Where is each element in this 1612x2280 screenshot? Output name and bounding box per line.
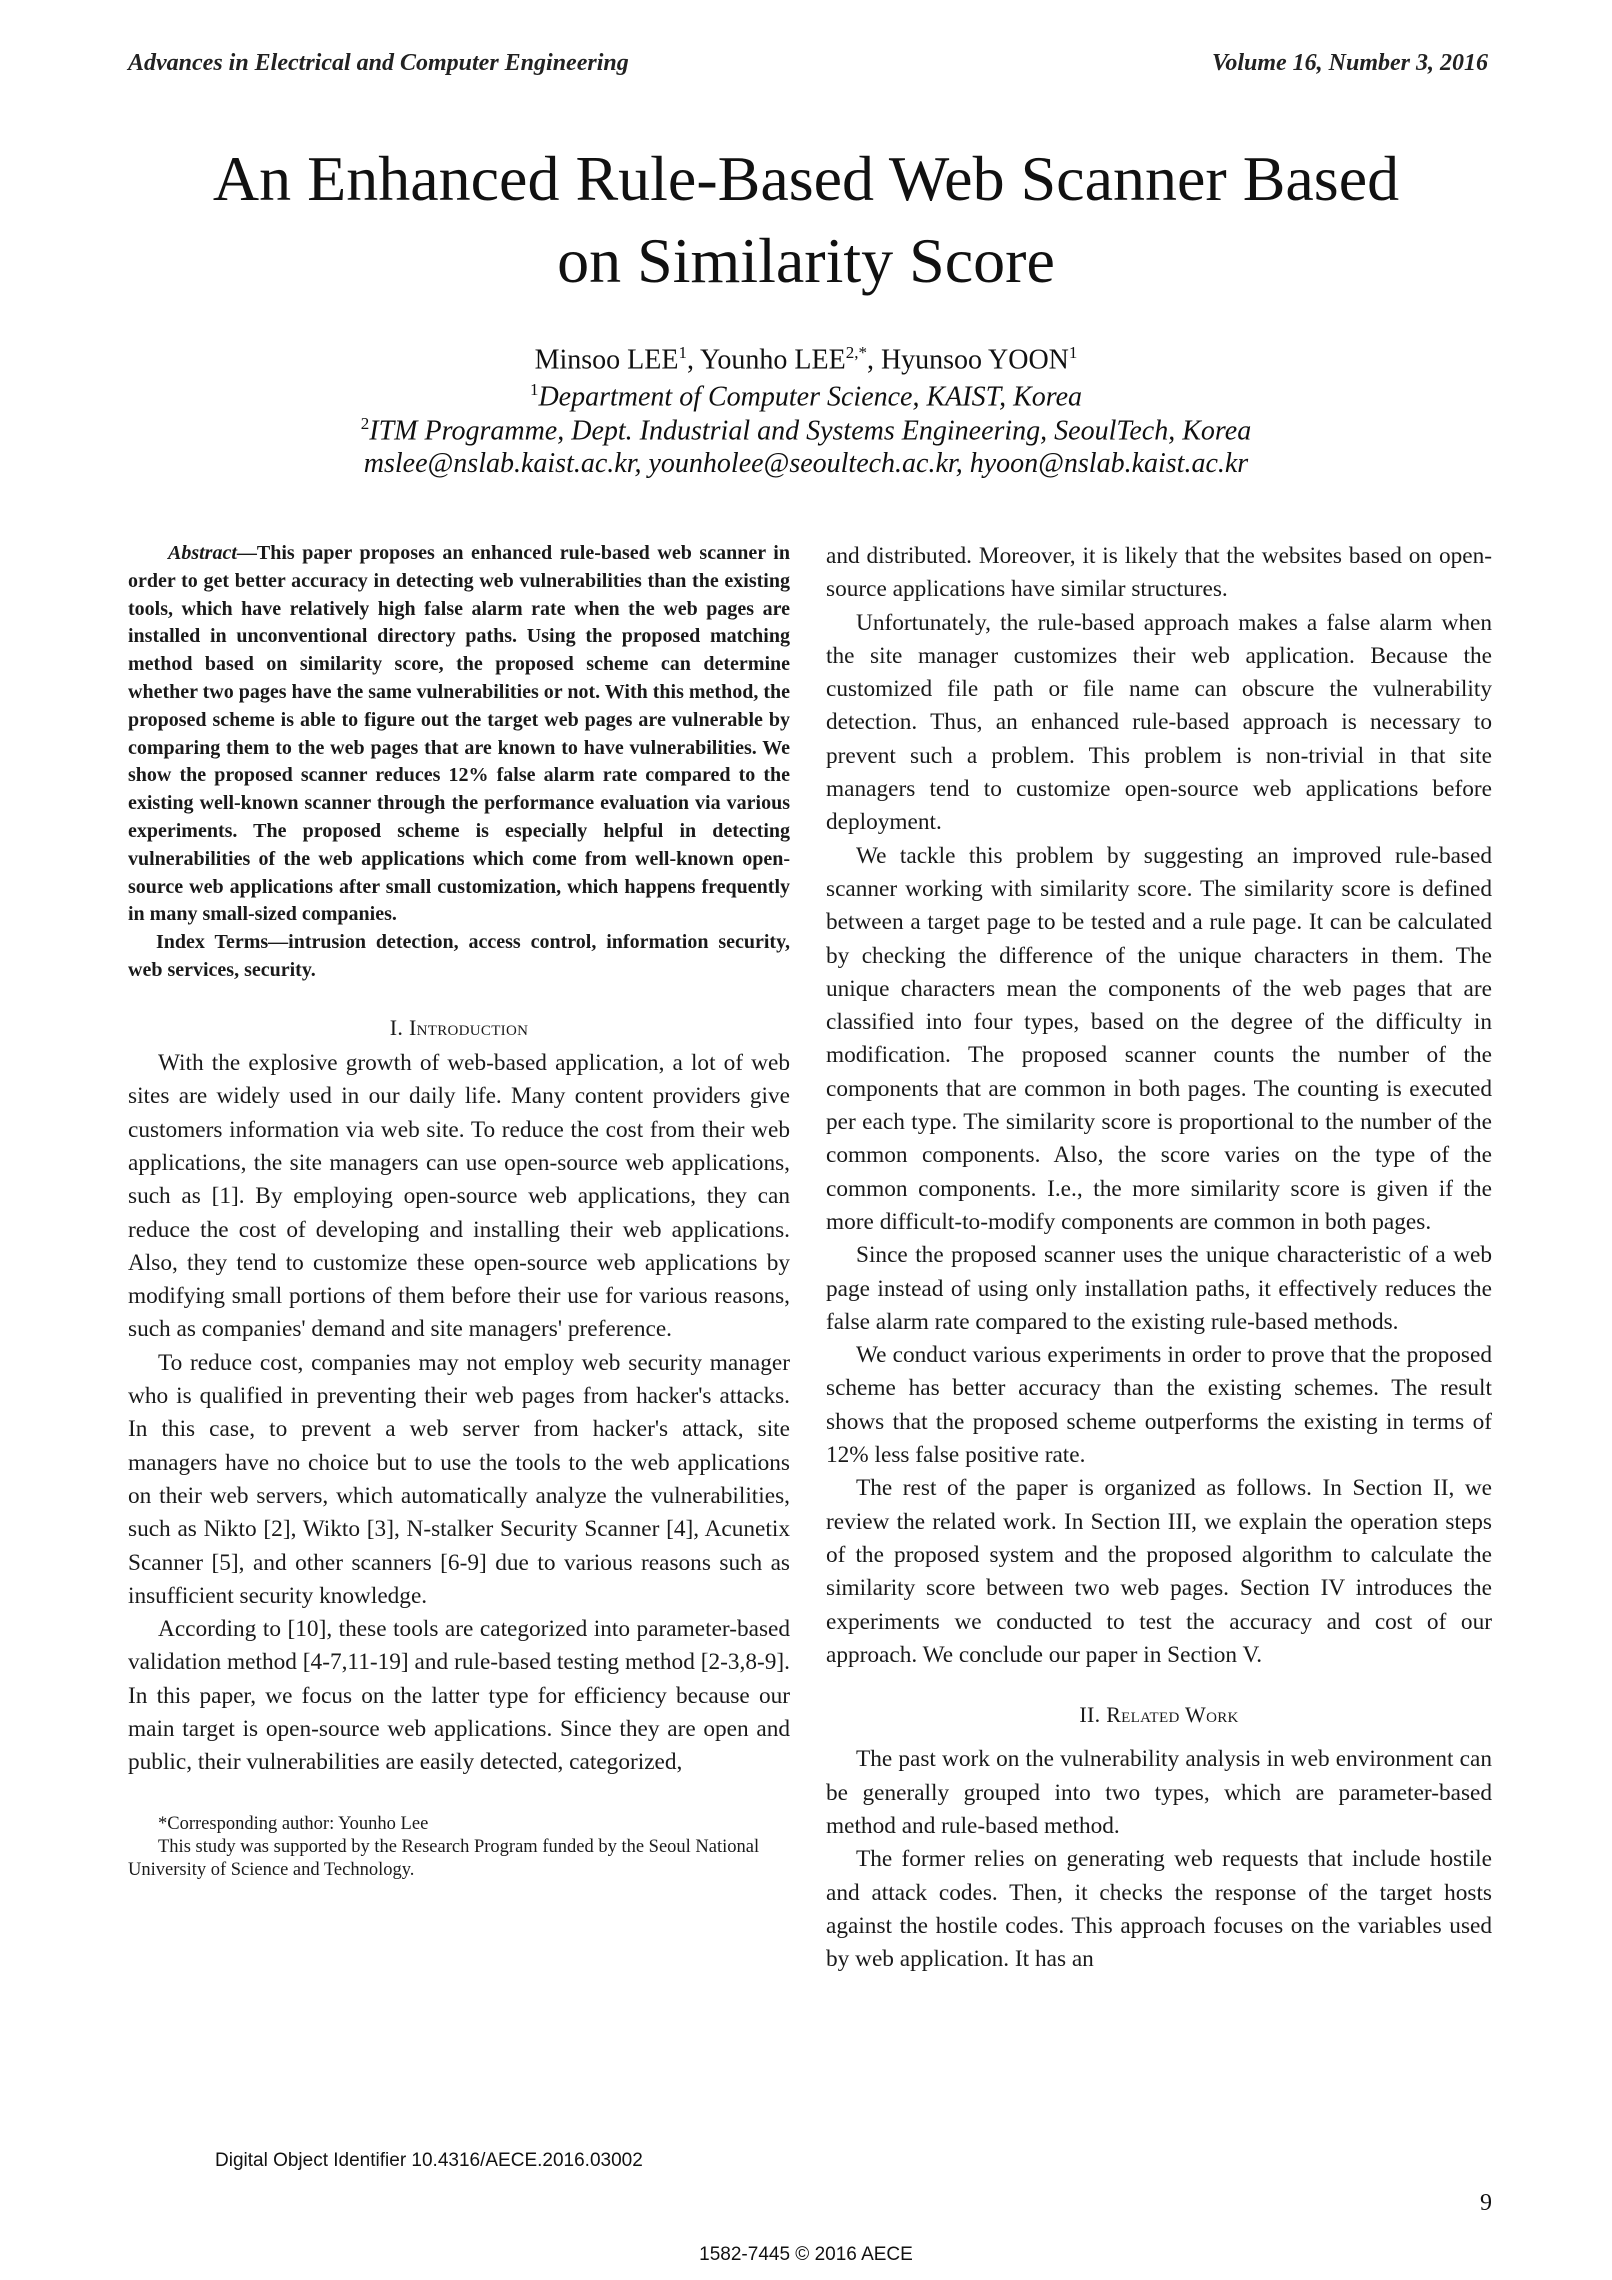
section-title: Introduction [408, 1014, 529, 1040]
doi: Digital Object Identifier 10.4316/AECE.2016.03002 [215, 2150, 643, 2171]
body-paragraph: Since the proposed scanner uses the unique characteristic of a web page instead of using only installation paths, it effectively reduces the false alarm rate compared to the existing rule-based methods. [826, 1242, 1492, 1335]
volume-info: Volume 16, Number 3, 2016 [1211, 50, 1488, 76]
affiliation-1 [0, 380, 1612, 413]
left-column [128, 540, 790, 1882]
author-emails: mslee@nslab.kaist.ac.kr, younholee@seoultech.ac.kr, hyoon@nslab.kaist.ac.kr [363, 448, 1249, 479]
body-paragraph: We conduct various experiments in order to prove that the proposed scheme has better accuracy than the existing schemes. The result shows that the proposed scheme outperforms the existing in terms of 12% less false positive rate. [826, 1342, 1492, 1469]
abstract-text: —This paper proposes an enhanced rule-based web scanner in order to get better accuracy in detecting web vulnerabilities than the existing tools, which have relatively high false alarm rate when the web pages are installed in unconventional directory paths. Using the proposed matching method based on similarity score, the proposed scheme can determine whether two pages have the same vulnerabilities or not. With this method, the proposed scheme is able to figure out the target web pages are vulnerable by comparing them to the web pages that are known to have vulnerabilities. We show the proposed scanner reduces 12% false alarm rate compared to the existing well-known scanner through the performance evaluation via various experiments. The proposed scheme is especially helpful in detecting vulnerabilities of the web applications which come from well-known open-source web applications after small customization, which happens frequently in many small-sized companies. [128, 542, 790, 926]
section-title: Related Work [1106, 1702, 1239, 1728]
section-number: II. [1079, 1702, 1107, 1728]
author-list [0, 343, 1612, 376]
affiliation-2 [0, 414, 1612, 447]
footnote-funding: This study was supported by the Research Program funded by the Seoul National University of Science and Technology. [128, 1836, 760, 1880]
page-number: 9 [1480, 2190, 1492, 2216]
author-1-sup: 1 [678, 343, 687, 362]
author-1: Minsoo LEE [534, 344, 679, 376]
issn-copyright: 1582-7445 © 2016 AECE [699, 2244, 913, 2265]
abstract-label: Abstract [168, 542, 237, 564]
affiliation-2-sup: 2 [360, 414, 370, 433]
affiliation-1-sup: 1 [529, 380, 539, 399]
body-paragraph: With the explosive growth of web-based application, a lot of web sites are widely used in our daily life. Many content providers give customers information via web site. To reduce the cost from their web applications, the site managers can use open-source web applications, such as [1]. By employing open-source web applications, they can reduce the cost of developing and installing their web applications. Also, they tend to customize these open-source web applications by modifying small portions of them before their use for various reasons, such as companies' demand and site managers' preference. [128, 1050, 790, 1343]
body-paragraph: Unfortunately, the rule-based approach makes a false alarm when the site manager customizes their web application. Because the customized file path or file name can obscure the vulnerability detection. Thus, an enhanced rule-based approach is necessary to prevent such a problem. This problem is non-trivial in that site managers tend to customize open-source web applications before deployment. [826, 609, 1492, 836]
author-2: Younho LEE [699, 344, 846, 376]
paper-title-line-1: An Enhanced Rule-Based Web Scanner Based [212, 143, 1400, 214]
author-3: Hyunsoo YOON [880, 344, 1069, 376]
abstract [128, 540, 790, 929]
body-paragraph: To reduce cost, companies may not employ web security manager who is qualified in preventing their web pages from hacker's attacks. In this case, to prevent a web server from hacker's attack, site managers have no choice but to use the tools to the web applications on their web servers, which automatically analyze the vulnerabilities, such as Nikto [2], Wikto [3], N-stalker Security Scanner [4], Acunetix Scanner [5], and other scanners [6-9] due to various reasons such as insufficient security knowledge. [128, 1349, 790, 1609]
body-paragraph: The former relies on generating web requests that include hostile and attack codes. Then, it checks the response of the target hosts against the hostile codes. This approach focuses on the variables used by web application. It has an [826, 1846, 1492, 1973]
author-2-sup: 2,* [845, 343, 867, 362]
paper-title [0, 138, 1612, 302]
body-paragraph: We tackle this problem by suggesting an improved rule-based scanner working with similarity score. The similarity score is defined between a target page to be tested and a rule page. It can be calculated by checking the difference of the unique characters in them. The unique characters mean the components of the web pages that are classified into four types, based on the degree of the difficulty in modification. The proposed scanner counts the number of the components that are common in both pages. The counting is executed per each type. The similarity score is proportional to the number of the common components. Also, the score varies on the type of the common components. I.e., the more similarity score is given if the more difficult-to-modify components are common in both pages. [826, 842, 1492, 1235]
footnote-corresponding-author: *Corresponding author: Younho Lee [158, 1813, 429, 1834]
author-separator: , [686, 344, 700, 376]
paper-title-line-2: on Similarity Score [557, 225, 1055, 296]
section-heading-introduction [128, 1011, 790, 1044]
index-terms: Index Terms—intrusion detection, access control, information security, web services, security. [128, 931, 790, 981]
section-number: I. [389, 1014, 409, 1040]
journal-name: Advances in Electrical and Computer Engineering [128, 50, 629, 76]
affiliation-2-text: ITM Programme, Dept. Industrial and Systems Engineering, SeoulTech, Korea [369, 415, 1252, 447]
right-column [826, 540, 1492, 1976]
body-paragraph: The past work on the vulnerability analysis in web environment can be generally grouped into two types, which are parameter-based method and rule-based method. [826, 1746, 1492, 1839]
body-paragraph: According to [10], these tools are categorized into parameter-based validation method [4-7,11-19] and rule-based testing method [2-3,8-9]. In this paper, we focus on the latter type for efficiency because our main target is open-source web applications. Since they are open and public, their vulnerabilities are easily detected, categorized, [128, 1616, 790, 1776]
section-heading-related-work [826, 1698, 1492, 1731]
body-paragraph: and distributed. Moreover, it is likely that the websites based on open-source applications have similar structures. [826, 543, 1492, 603]
body-paragraph: The rest of the paper is organized as follows. In Section II, we review the related work. In Section III, we explain the operation steps of the proposed system and the proposed algorithm to calculate the similarity score between two web pages. Section IV introduces the experiments we conducted to test the accuracy and cost of our approach. We conclude our paper in Section V. [826, 1475, 1492, 1668]
author-separator: , [866, 344, 881, 376]
affiliation-1-text: Department of Computer Science, KAIST, Korea [538, 381, 1083, 413]
author-3-sup: 1 [1068, 343, 1078, 362]
